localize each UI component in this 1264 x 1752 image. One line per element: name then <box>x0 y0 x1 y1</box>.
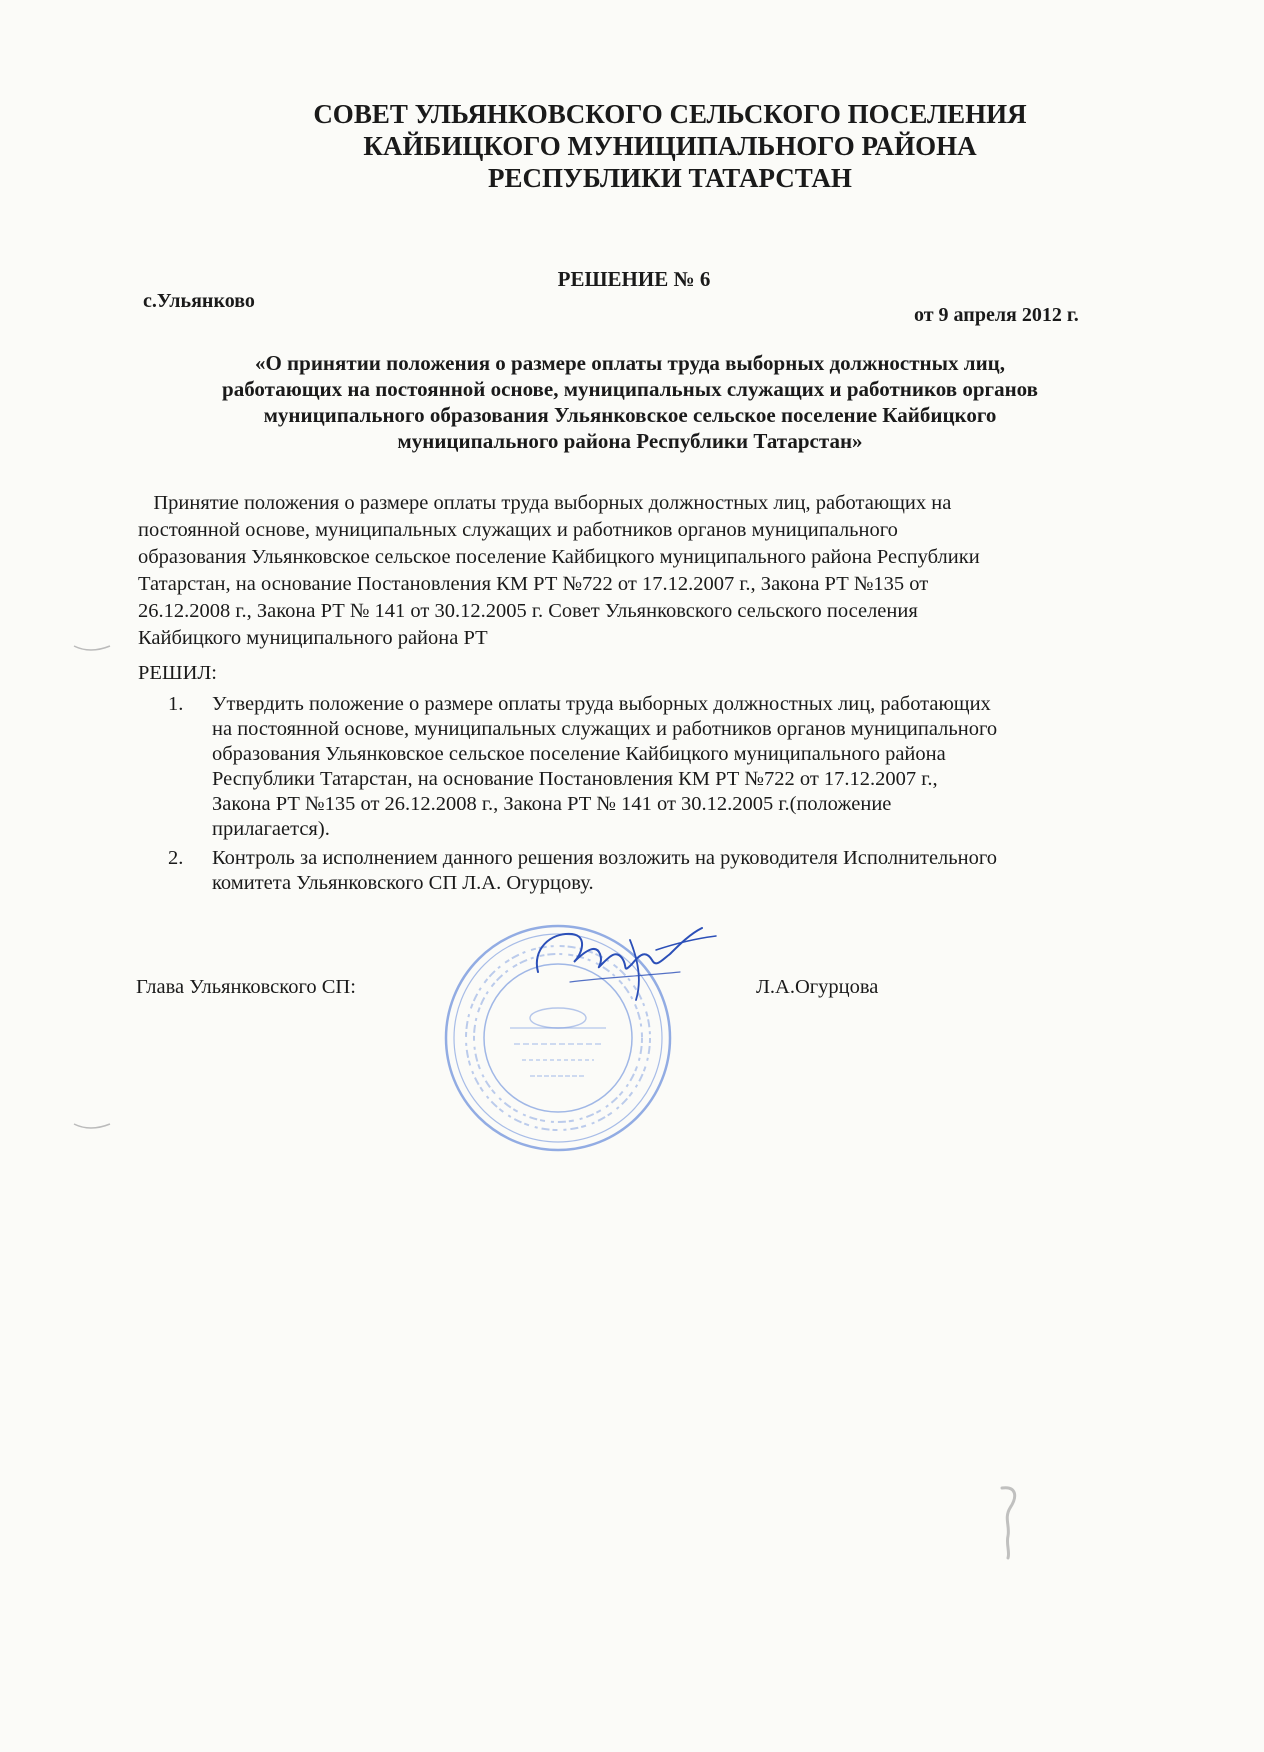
decision-subject <box>130 350 1130 454</box>
preamble-line: 26.12.2008 г., Закона РТ № 141 от 30.12.2005 г. Совет Ульянковского сельского поселения <box>138 600 918 622</box>
subject-line: муниципального образования Ульянковское сельское поселение Кайбицкого <box>263 403 997 427</box>
decision-date: от 9 апреля 2012 г. <box>914 304 1079 326</box>
item-line: на постоянной основе, муниципальных служащих и работников органов муниципального <box>212 718 998 740</box>
handwritten-signature <box>530 920 720 1010</box>
preamble-paragraph <box>138 490 1178 652</box>
signatory-title: Глава Ульянковского СП: <box>136 976 356 998</box>
scan-smudge <box>996 1482 1026 1562</box>
preamble-line: Кайбицкого муниципального района РТ <box>138 627 488 649</box>
decision-place: с.Ульянково <box>143 290 255 312</box>
preamble-line: постоянной основе, муниципальных служащих и работников органов муниципального <box>138 519 898 541</box>
subject-line: «О принятии положения о размере оплаты труда выборных должностных лиц, <box>254 351 1006 375</box>
punch-hole-mark <box>70 640 114 656</box>
preamble-line: Принятие положения о размере оплаты труда выборных должностных лиц, работающих на <box>138 492 952 514</box>
preamble-line: образования Ульянковское сельское поселение Кайбицкого муниципального района Республики <box>138 546 980 568</box>
subject-line: муниципального района Республики Татарстан» <box>397 429 863 453</box>
item-line: прилагается). <box>212 818 330 840</box>
signatory-name: Л.А.Огурцова <box>756 976 879 998</box>
item-line: Утвердить положение о размере оплаты труда выборных должностных лиц, работающих <box>212 693 991 715</box>
header-line: СОВЕТ УЛЬЯНКОВСКОГО СЕЛЬСКОГО ПОСЕЛЕНИЯ <box>313 99 1027 129</box>
decided-label: РЕШИЛ: <box>138 662 218 684</box>
item-number: 2. <box>168 847 184 869</box>
punch-hole-mark <box>70 1118 114 1134</box>
header-line: КАЙБИЦКОГО МУНИЦИПАЛЬНОГО РАЙОНА <box>363 131 977 161</box>
resolution-items <box>168 692 1178 900</box>
resolution-item <box>168 692 1178 842</box>
item-line: Контроль за исполнением данного решения возложить на руководителя Исполнительного <box>212 847 998 869</box>
council-header <box>0 98 1264 194</box>
decision-title: РЕШЕНИЕ № 6 <box>557 267 711 291</box>
item-number: 1. <box>168 693 184 715</box>
item-line: Закона РТ №135 от 26.12.2008 г., Закона РТ № 141 от 30.12.2005 г.(положение <box>212 793 892 815</box>
item-line: Республики Татарстан, на основание Постановления КМ РТ №722 от 17.12.2007 г., <box>212 768 938 790</box>
preamble-line: Татарстан, на основание Постановления КМ РТ №722 от 17.12.2007 г., Закона РТ №135 от <box>138 573 929 595</box>
header-line: РЕСПУБЛИКИ ТАТАРСТАН <box>488 163 852 193</box>
resolution-item <box>168 846 1178 896</box>
item-line: образования Ульянковское сельское поселение Кайбицкого муниципального района <box>212 743 946 765</box>
subject-line: работающих на постоянной основе, муниципальных служащих и работников органов <box>222 377 1038 401</box>
item-line: комитета Ульянковского СП Л.А. Огурцову. <box>212 872 594 894</box>
